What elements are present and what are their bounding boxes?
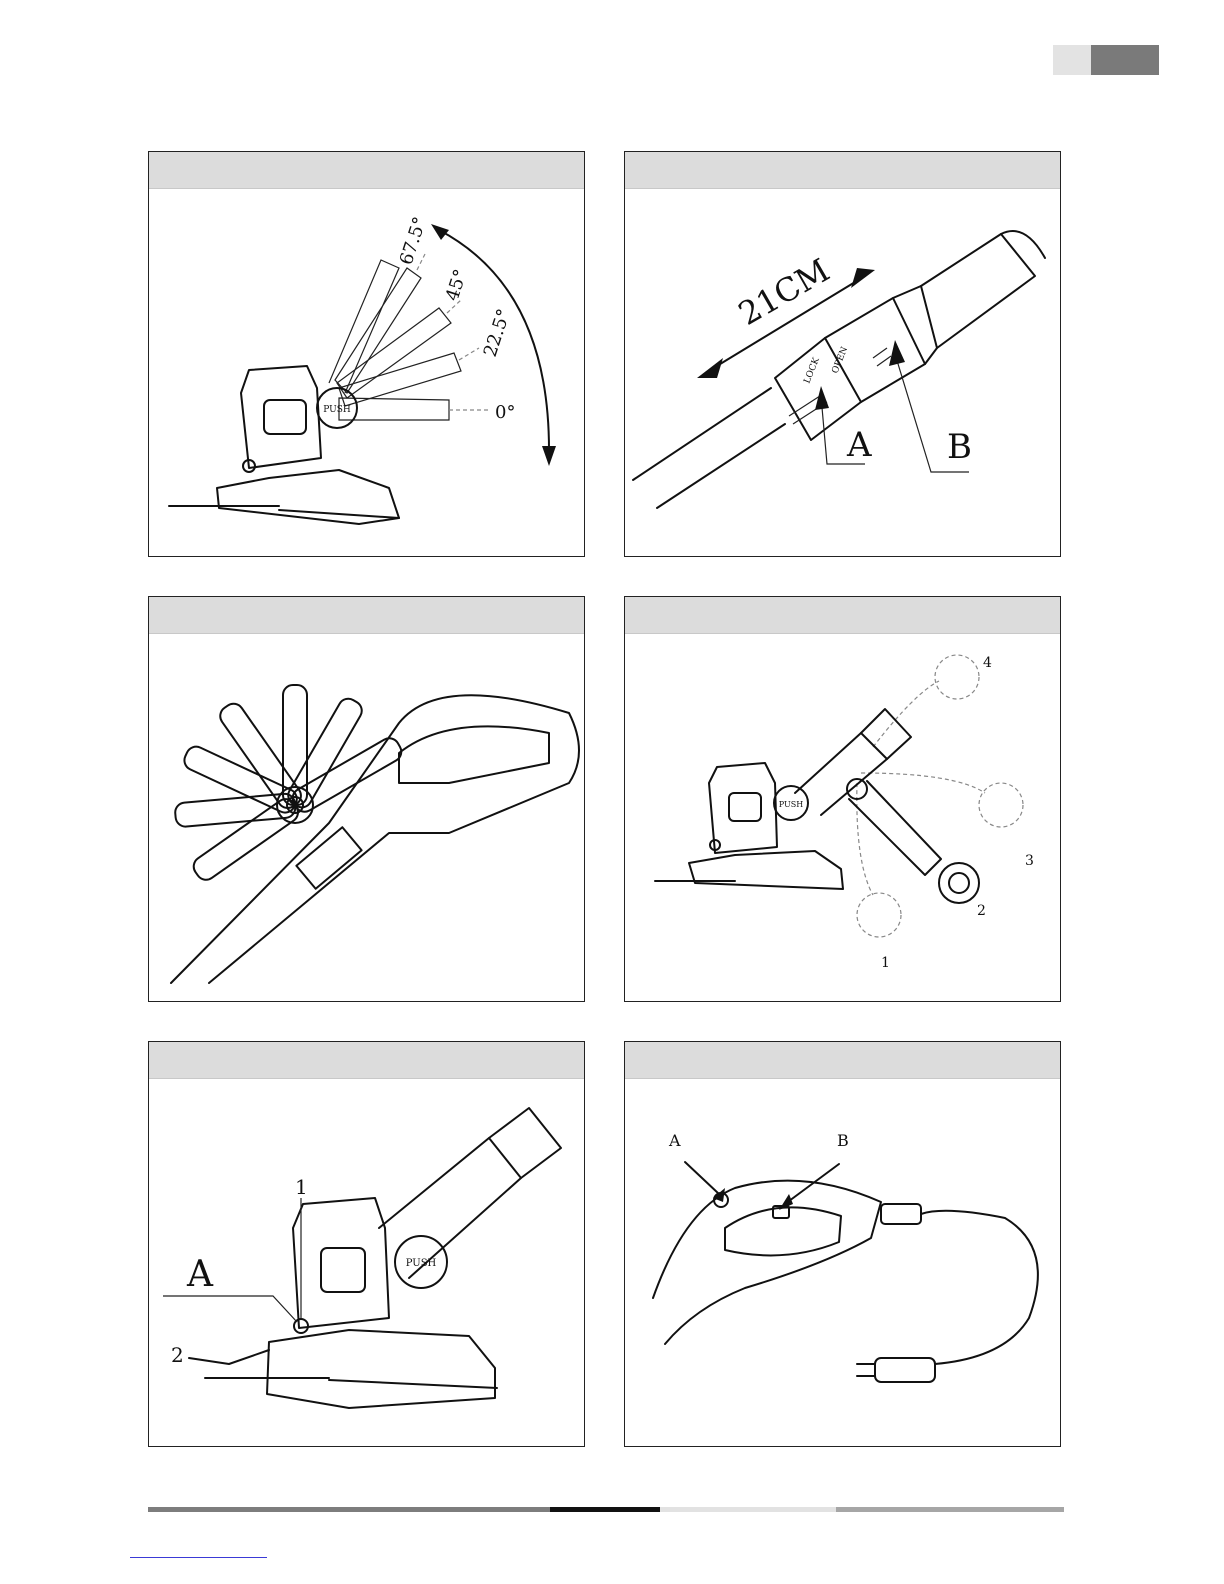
aux-handle-illustration [625, 633, 1059, 1000]
pointer-b-arrow [889, 340, 905, 366]
plug [857, 1358, 935, 1382]
push-label: PUSH [405, 1258, 437, 1269]
label-a: A [847, 425, 872, 465]
arc-arrow-top [431, 224, 449, 240]
pointer-b-line [785, 1164, 839, 1204]
shaft-length-illustration [625, 188, 1059, 555]
collar-text-lock: LOCK [802, 356, 822, 386]
arc-arrow-bottom [542, 446, 556, 466]
footer-bar [660, 1507, 836, 1512]
label-b: B [947, 427, 972, 467]
motor-housing [169, 366, 399, 524]
figure-header [625, 1042, 1060, 1079]
position-2: 2 [977, 903, 986, 919]
figure-handle-rotation [148, 596, 585, 1002]
figure-header [149, 597, 584, 634]
trimmer-body [655, 709, 911, 889]
trimmer-body [205, 1108, 561, 1408]
angle-label-22: 22.5° [479, 306, 515, 360]
pointer-a-line [685, 1162, 719, 1194]
figure-head-angle [148, 151, 585, 557]
trimmer-angle-illustration [149, 188, 583, 555]
page-tab-dark [1091, 45, 1159, 75]
guard-piece [189, 1350, 269, 1364]
label-2: 2 [171, 1343, 184, 1367]
pointer-a-line [163, 1296, 297, 1322]
footer-bar [550, 1507, 660, 1512]
footer-bar [148, 1507, 550, 1512]
aux-handle-current [847, 779, 979, 903]
handle-rotation-illustration [149, 633, 583, 1000]
length-label: 21CM [732, 251, 836, 333]
switch-illustration [625, 1078, 1059, 1445]
angle-label-0: 0° [495, 402, 516, 423]
collar-text-open: OPEN [830, 345, 851, 376]
position-4: 4 [983, 655, 992, 671]
figure-header [149, 152, 584, 189]
push-label: PUSH [323, 405, 351, 415]
page-tab-light [1053, 45, 1091, 75]
main-handle [171, 695, 579, 983]
figure-switch [624, 1041, 1061, 1447]
guard-illustration [149, 1078, 583, 1445]
label-a: A [187, 1254, 213, 1295]
figure-shaft-length [624, 151, 1061, 557]
footer-bar [836, 1507, 1064, 1512]
figure-aux-handle [624, 596, 1061, 1002]
angle-label-67: 67.5° [395, 214, 431, 268]
position-3: 3 [1025, 853, 1034, 869]
figure-header [625, 597, 1060, 634]
label-a: A [669, 1131, 681, 1150]
power-cable [921, 1211, 1038, 1364]
figure-guard [148, 1041, 585, 1447]
position-1: 1 [881, 955, 890, 971]
label-1: 1 [295, 1175, 308, 1199]
grip-positions [174, 685, 405, 884]
figure-header [149, 1042, 584, 1079]
figure-header [625, 152, 1060, 189]
angle-label-45: 45° [441, 266, 472, 304]
length-arrow-right [851, 268, 875, 288]
link-underline [130, 1557, 267, 1558]
push-label: PUSH [778, 800, 804, 809]
label-b: B [837, 1131, 849, 1150]
length-arrow-left [697, 358, 723, 378]
shaft-positions [329, 260, 461, 420]
